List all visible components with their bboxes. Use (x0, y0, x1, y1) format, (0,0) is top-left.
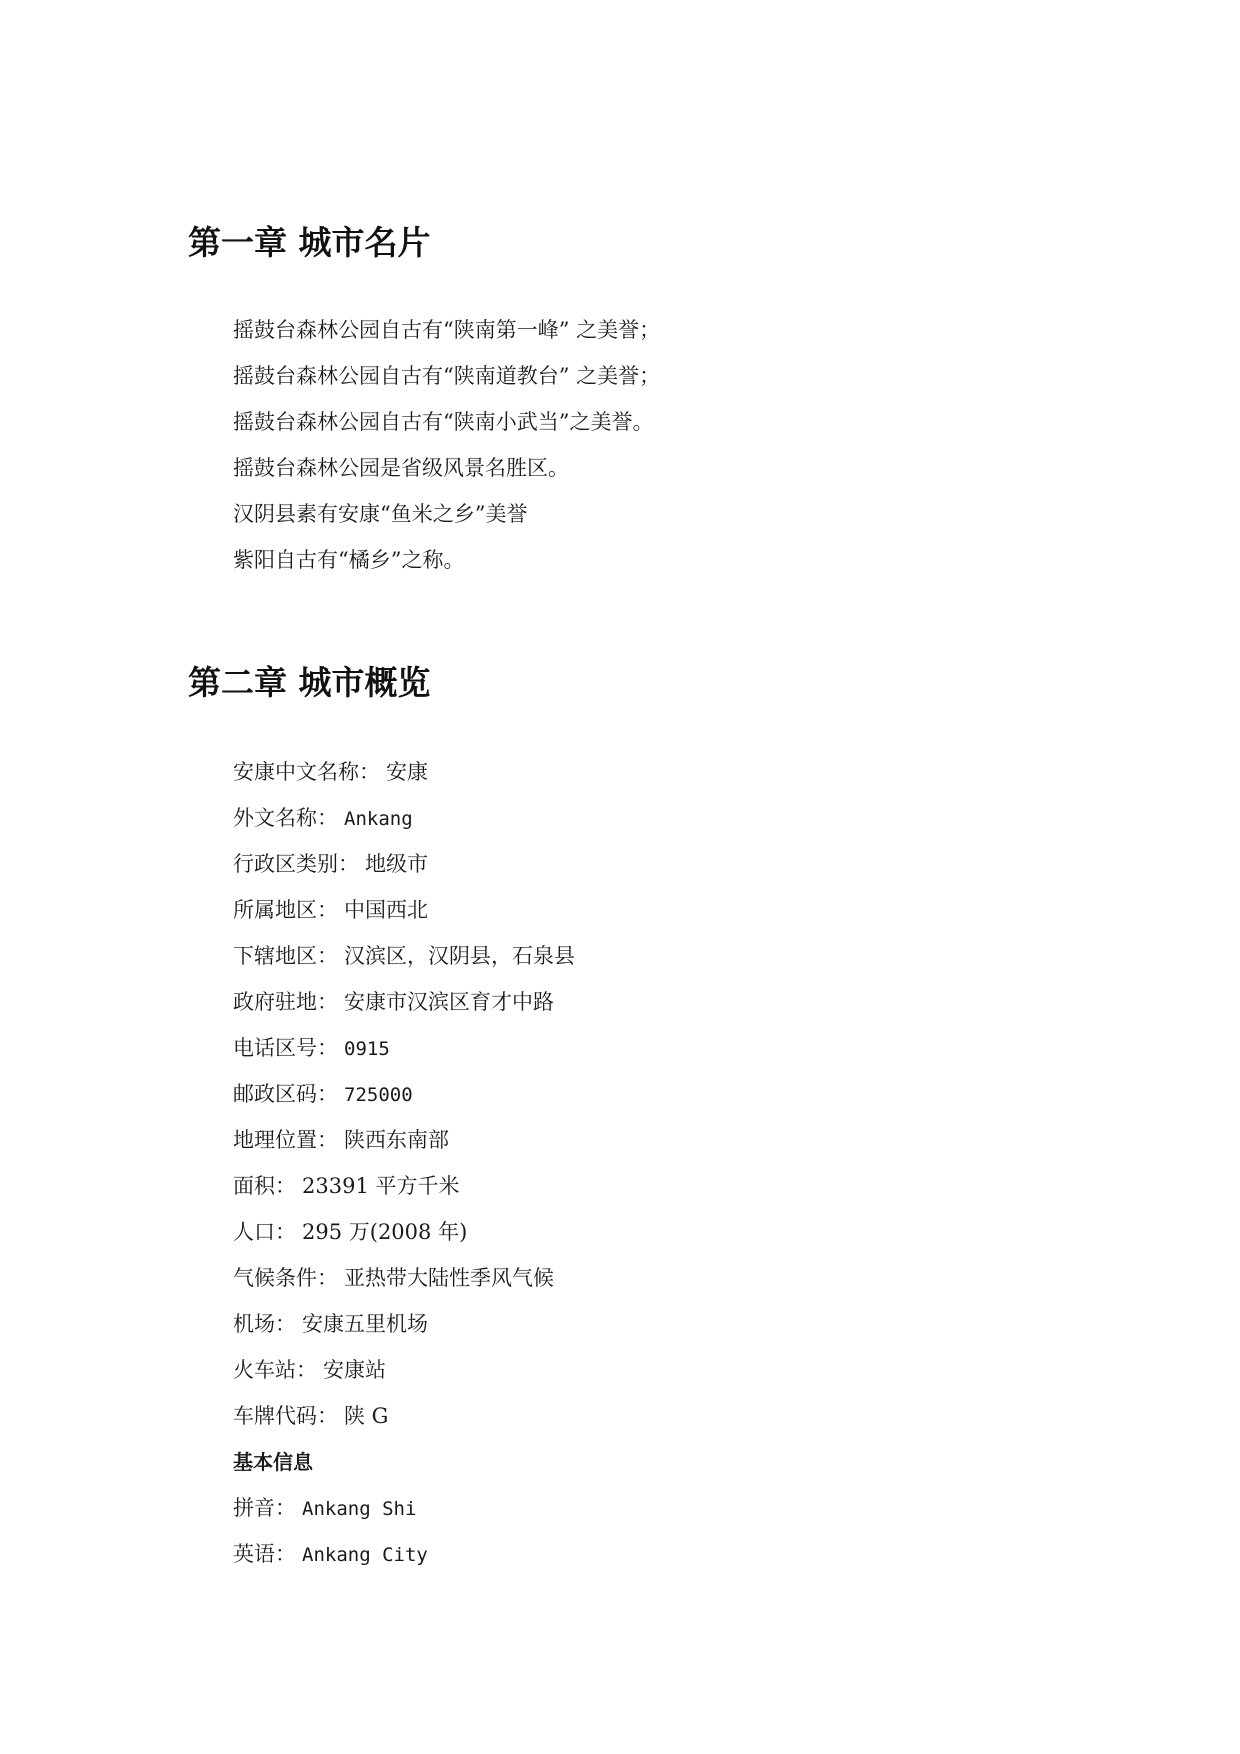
fact-label: 政府驻地： (233, 990, 338, 1014)
fact-government-seat (233, 985, 575, 1031)
fact-value: 23391 平方千米 (302, 1174, 460, 1198)
fact-region (233, 893, 575, 939)
fact-label: 行政区类别： (233, 852, 359, 876)
fact-label: 电话区号： (233, 1036, 338, 1060)
fact-value: 295 万(2008 年) (302, 1220, 468, 1244)
fact-climate (233, 1261, 575, 1307)
info-pinyin (233, 1491, 575, 1537)
fact-subdivisions (233, 939, 575, 985)
fact-value: Ankang (344, 808, 413, 830)
fact-value: 0915 (344, 1038, 390, 1060)
basic-info-heading-text: 基本信息 (233, 1450, 313, 1474)
fact-value: 汉滨区，汉阴县，石泉县 (344, 944, 575, 968)
fact-label: 邮政区码： (233, 1082, 338, 1106)
fact-label: 火车站： (233, 1358, 317, 1382)
fact-location (233, 1123, 575, 1169)
fact-label: 车牌代码： (233, 1404, 338, 1428)
fact-area-code (233, 1031, 575, 1077)
fact-value: 地级市 (365, 852, 428, 876)
city-overview-list (233, 755, 575, 1583)
info-value: Ankang Shi (302, 1498, 417, 1520)
fact-value: 陕西东南部 (344, 1128, 449, 1152)
fact-label: 所属地区： (233, 898, 338, 922)
city-card-line: 摇鼓台森林公园是省级风景名胜区。 (233, 456, 569, 480)
fact-value: 725000 (344, 1084, 413, 1106)
fact-value: 安康市汉滨区育才中路 (344, 990, 554, 1014)
basic-info-heading (233, 1445, 575, 1491)
fact-value: 安康 (386, 760, 428, 784)
city-card-line: 摇鼓台森林公园自古有“陕南第一峰” 之美誉； (233, 318, 661, 342)
fact-label: 地理位置： (233, 1128, 338, 1152)
fact-area (233, 1169, 575, 1215)
fact-admin-type (233, 847, 575, 893)
city-card-line: 摇鼓台森林公园自古有“陕南小武当”之美誉。 (233, 410, 654, 434)
info-value: Ankang City (302, 1544, 428, 1566)
fact-label: 人口： (233, 1220, 296, 1244)
fact-airport (233, 1307, 575, 1353)
chapter-1-title: 第一章 城市名片 (188, 223, 431, 262)
fact-value: 安康五里机场 (302, 1312, 428, 1336)
fact-label: 安康中文名称： (233, 760, 380, 784)
fact-chinese-name (233, 755, 575, 801)
fact-label: 气候条件： (233, 1266, 338, 1290)
city-card-line: 摇鼓台森林公园自古有“陕南道教台” 之美誉； (233, 364, 661, 388)
city-card-line: 紫阳自古有“橘乡”之称。 (233, 548, 465, 572)
fact-label: 外文名称： (233, 806, 338, 830)
fact-value: 亚热带大陆性季风气候 (344, 1266, 554, 1290)
info-label: 拼音： (233, 1496, 296, 1520)
fact-population (233, 1215, 575, 1261)
fact-railway-station (233, 1353, 575, 1399)
fact-postal-code (233, 1077, 575, 1123)
fact-label: 下辖地区： (233, 944, 338, 968)
city-card-list (233, 313, 660, 589)
info-label: 英语： (233, 1542, 296, 1566)
fact-value: 陕 G (344, 1404, 389, 1428)
fact-value: 安康站 (323, 1358, 386, 1382)
fact-label: 机场： (233, 1312, 296, 1336)
info-english (233, 1537, 575, 1583)
fact-foreign-name (233, 801, 575, 847)
fact-label: 面积： (233, 1174, 296, 1198)
chapter-2-title: 第二章 城市概览 (188, 663, 431, 702)
fact-value: 中国西北 (344, 898, 428, 922)
fact-plate-code (233, 1399, 575, 1445)
city-card-line: 汉阴县素有安康“鱼米之乡”美誉 (233, 502, 528, 526)
